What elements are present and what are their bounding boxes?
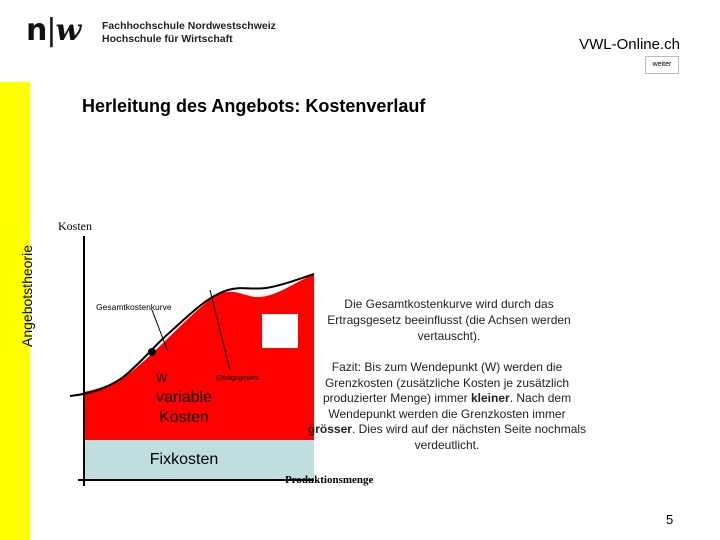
institution-line-1: Fachhochschule Nordwestschweiz — [102, 20, 276, 32]
page-number: 5 — [666, 512, 674, 527]
site-title: VWL-Online.ch — [579, 36, 680, 53]
law-label: Ertragsgesetz — [216, 375, 260, 382]
variable-costs-label-2: Kosten — [159, 409, 209, 426]
logo — [26, 14, 80, 48]
conclusion-text — [306, 360, 588, 453]
logo-n: n — [26, 13, 47, 48]
description-text: Die Gesamtkostenkurve wird durch das Ertragsgesetz beeinflusst (die Achsen werden vertauscht). — [327, 297, 571, 343]
conclusion-part-3: . Dies wird auf der nächsten Seite nochmals verdeutlicht. — [351, 422, 587, 452]
institution-name — [102, 20, 276, 46]
white-box — [262, 314, 298, 348]
curve-label: Gesamtkostenkurve — [96, 302, 172, 312]
inflection-point — [148, 348, 156, 356]
institution-line-2: Hochschule für Wirtschaft — [102, 33, 233, 45]
slide-title: Herleitung des Angebots: Kostenverlauf — [82, 96, 426, 116]
next-button[interactable]: weiter — [645, 56, 679, 74]
y-axis-label: Kosten — [58, 219, 92, 233]
conclusion-emphasis-larger: grösser — [307, 422, 352, 436]
logo-w: w — [55, 13, 81, 48]
variable-costs-label-1: variable — [155, 389, 213, 406]
fixed-costs-label: Fixkosten — [149, 451, 219, 468]
conclusion-part-2: . Nach dem Wendepunkt werden die Grenzkosten immer — [328, 391, 572, 421]
conclusion-part-1: Fazit: Bis zum Wendepunkt (W) werden die Grenzkosten (zusätzliche Kosten je zusätzlich produzierter Menge) immer — [322, 360, 570, 405]
cost-diagram — [40, 200, 380, 500]
logo-separator: | — [46, 13, 56, 48]
point-label: W — [156, 371, 168, 385]
conclusion-emphasis-smaller: kleiner — [471, 391, 510, 405]
sidebar-label: Angebotstheorie — [19, 245, 35, 347]
x-axis-label: Produktionsmenge — [285, 474, 374, 486]
